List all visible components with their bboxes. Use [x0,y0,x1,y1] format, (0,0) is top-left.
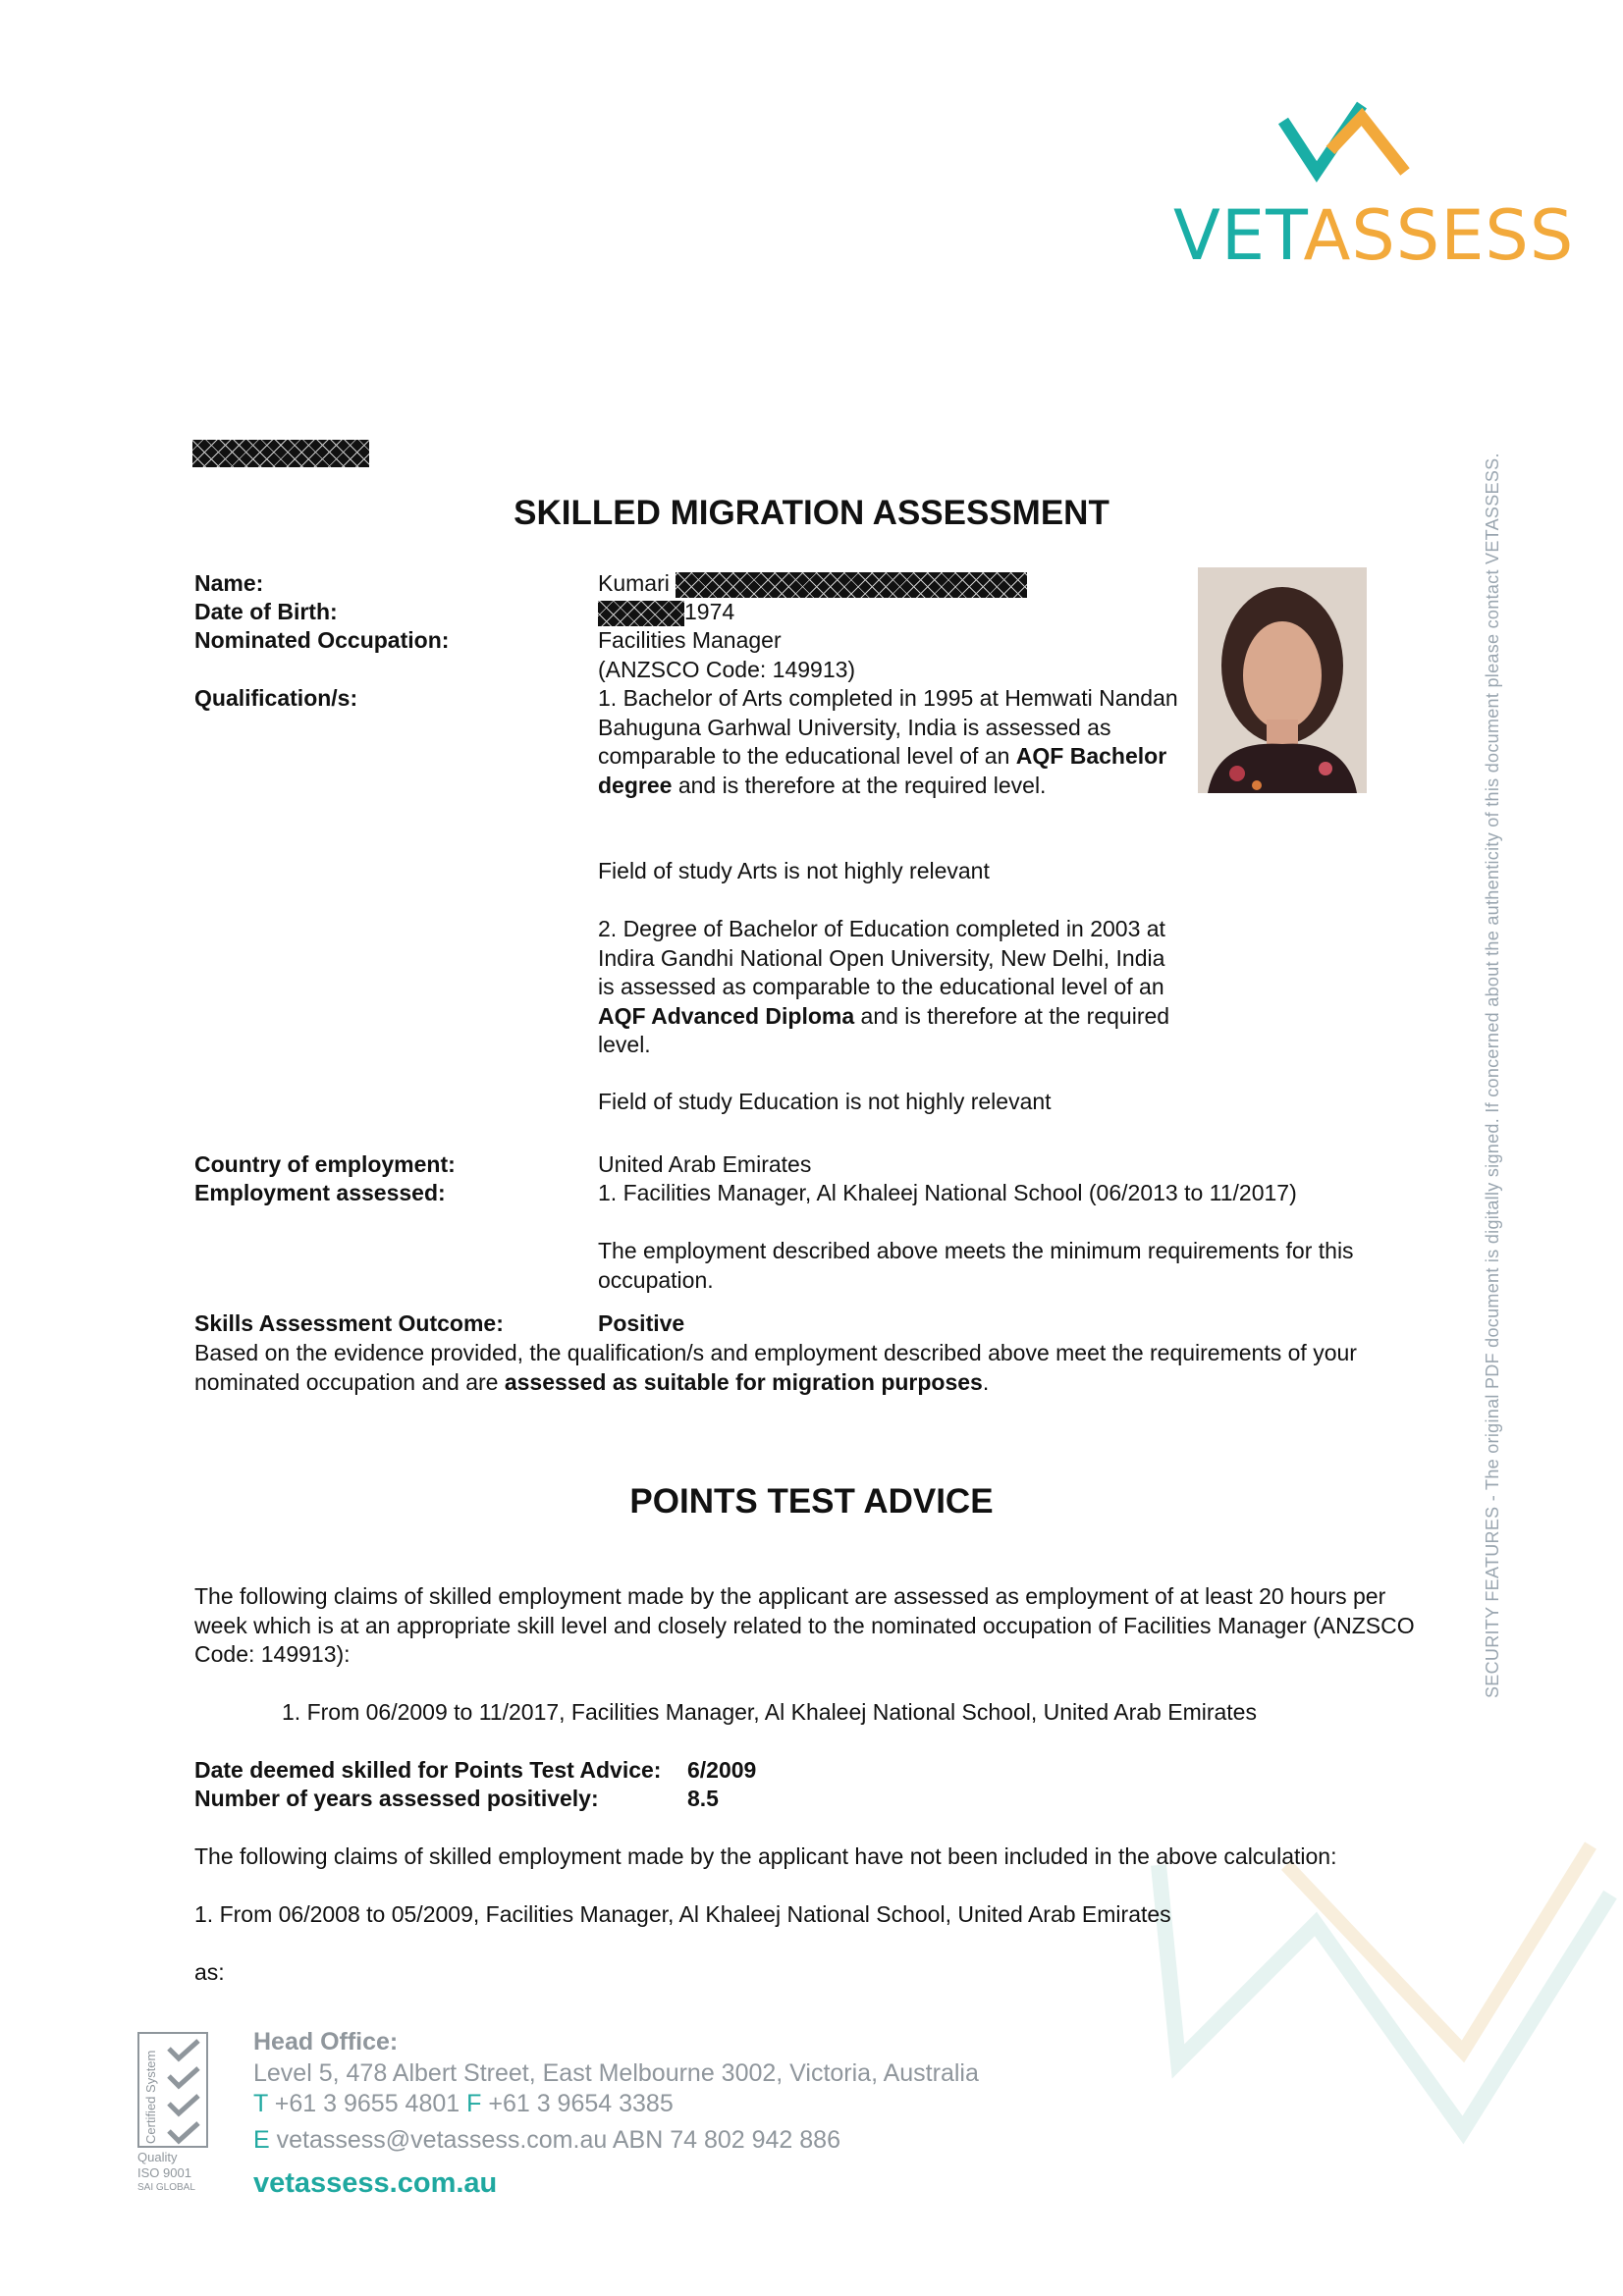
abn-value: ABN 74 802 942 886 [612,2126,840,2154]
outcome-label: Skills Assessment Outcome: [194,1310,504,1336]
qual2-text-c: and is therefore at the required level. [598,1002,1170,1057]
email-value: vetassess@vetassess.com.au [276,2126,608,2154]
badge-check-icon [165,2037,204,2145]
website-link[interactable]: vetassess.com.au [253,2167,498,2199]
years-value: 8.5 [687,1786,719,1811]
badge-panel [137,2032,208,2148]
outcome-text-a: Based on the evidence provided, the qualification/s and employment described above meet the requirements of your nominated occupation and are [194,1340,1357,1395]
phone-line [253,2088,674,2119]
name-label: Name: [194,570,264,596]
as-text: as: [194,1959,225,1985]
page-title: SKILLED MIGRATION ASSESSMENT [514,494,1109,532]
redacted-reference [192,440,369,467]
logo-text-assess: ASSESS [1303,195,1575,276]
qualification-label: Qualification/s: [194,685,358,711]
points-intro: The following claims of skilled employment made by the applicant are assessed as employment of at least 20 hours per week which is at an appropriate skill level and closely related to the nominated occupation of Facilities Manager (ANZSCO Code: 149913): [194,1583,1415,1667]
phone-value: +61 3 9655 4801 [274,2090,460,2117]
qualification-2 [598,915,1187,1060]
dob-year: 1974 [684,599,735,624]
occupation-label: Nominated Occupation: [194,627,450,653]
badge-org: SAI GLOBAL [137,2182,195,2193]
outcome-value: Positive [598,1310,685,1336]
outcome-text-c: . [982,1368,990,1395]
qualification-1 [598,684,1187,800]
iso-badge [137,2032,216,2199]
employment-label: Employment assessed: [194,1180,446,1205]
qualification-2-field: Field of study Education is not highly relevant [598,1089,1052,1114]
name-text: Kumari [598,570,670,596]
name-value [598,569,1187,599]
logo-mark-icon [1173,93,1537,201]
qual1-text-a: 1. Bachelor of Arts completed in 1995 at Hemwati Nandan Bahuguna Garhwal University, India is assessed as comparable to the educational level of an [598,685,1178,769]
outcome-text [194,1339,1417,1397]
email-label: E [253,2126,270,2154]
employment-note: The employment described above meets the minimum requirements for this occupation. [598,1238,1354,1293]
head-office-address: Level 5, 478 Albert Street, East Melbourne 3002, Victoria, Australia [253,2059,979,2087]
badge-iso: ISO 9001 [137,2165,191,2180]
qualification-1-field: Field of study Arts is not highly relevant [598,858,990,883]
date-deemed-label: Date deemed skilled for Points Test Advice: [194,1757,662,1783]
logo-text-vet: VET [1173,195,1304,276]
badge-side-text: Certified System [143,2050,158,2144]
country-value: United Arab Emirates [598,1151,812,1177]
head-office-label: Head Office: [253,2028,399,2056]
excluded-intro: The following claims of skilled employment made by the applicant have not been included in the above calculation: [194,1843,1337,1869]
dob-label: Date of Birth: [194,599,338,624]
qual2-level: AQF Advanced Diploma [598,1002,855,1029]
qual1-level: AQF Bachelor degree [598,743,1167,798]
outcome-text-emphasis: assessed as suitable for migration purposes [504,1368,983,1395]
qual1-text-c: and is therefore at the required level. [672,772,1047,798]
security-note: SECURITY FEATURES - The original PDF document is digitally signed. If concerned about the authenticity of this document please contact VETASSESS. [1483,453,1502,1698]
qual2-text-a: 2. Degree of Bachelor of Education completed in 2003 at Indira Gandhi National Open University, New Delhi, India is assessed as comparable to the educational level of an [598,916,1165,999]
occupation-name: Facilities Manager [598,627,782,653]
badge-quality: Quality [137,2150,178,2164]
redacted-surname [676,572,1027,598]
applicant-photo [1198,567,1367,793]
points-item-1: 1. From 06/2009 to 11/2017, Facilities Manager, Al Khaleej National School, United Arab Emirates [282,1699,1257,1725]
phone-label: T [253,2090,268,2117]
vetassess-logo [1173,93,1575,280]
years-label: Number of years assessed positively: [194,1786,599,1811]
email-line [253,2124,840,2156]
employment-value: 1. Facilities Manager, Al Khaleej National School (06/2013 to 11/2017) [598,1180,1297,1205]
excluded-item-1: 1. From 06/2008 to 05/2009, Facilities Manager, Al Khaleej National School, United Arab Emirates [194,1901,1171,1927]
fax-label: F [466,2090,482,2117]
fax-value: +61 3 9654 3385 [488,2090,674,2117]
dob-value [598,598,1187,627]
occupation-anzsco: (ANZSCO Code: 149913) [598,656,856,682]
occupation-value [598,626,1187,684]
redacted-dob [598,601,684,626]
points-title: POINTS TEST ADVICE [629,1482,994,1521]
country-label: Country of employment: [194,1151,456,1177]
date-deemed-value: 6/2009 [687,1757,757,1783]
